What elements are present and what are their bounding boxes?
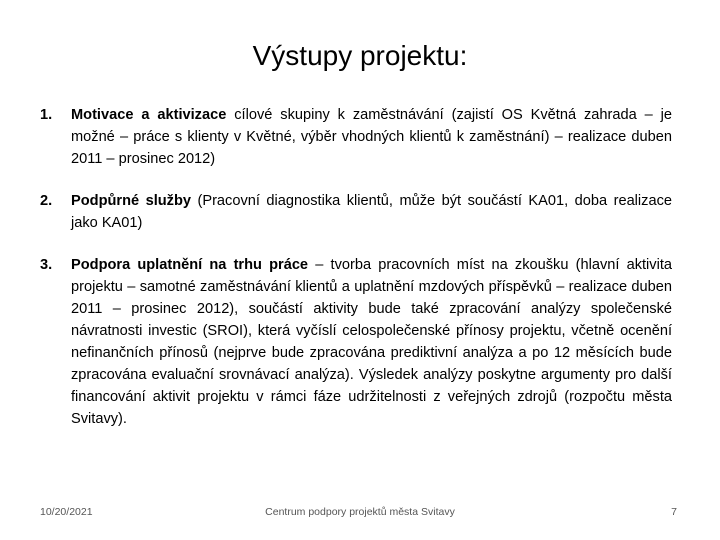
output-list (40, 104, 672, 430)
list-item-text: (Pracovní diagnostika klientů, může být součástí KA01, doba realizace jako KA01) (71, 193, 672, 231)
footer-organization: Centrum podpory projektů města Svitavy (265, 506, 455, 518)
list-item-2 (40, 190, 672, 234)
list-item-1 (40, 104, 672, 170)
list-item-number: 1. (40, 107, 53, 123)
footer-date: 10/20/2021 (40, 506, 93, 518)
list-item-3 (40, 254, 672, 430)
list-item-text: – tvorba pracovních míst na zkoušku (hlavní aktivita projektu – samotné zaměstnávání klientů a uplatnění mzdových příspěvků – realizace duben 2011 – prosinec 2012), součástí aktivity bude také zpracování analýzy společenské návratnosti investic (SROI), která vyčíslí celospolečenské přínosy projektu, včetně ocenění nefinančních přínosů (nejprve bude zpracována prediktivní analýza a po 12 měsících bude zpracována evaluační srovnávací analýza). Výsledek analýzy poskytne argumenty pro další financování aktivit projektu v rámci fáze udržitelnosti z veřejných zdrojů (rozpočtu města Svitavy). (71, 257, 673, 427)
list-item-number: 2. (40, 193, 53, 209)
list-item-number: 3. (40, 257, 53, 273)
list-item-heading: Podpora uplatnění na trhu práce (71, 257, 309, 273)
page-number: 7 (671, 506, 677, 518)
list-item-heading: Motivace a aktivizace (71, 107, 227, 123)
slide-title: Výstupy projektu: (252, 40, 468, 71)
list-item-text: cílové skupiny k zaměstnávání (zajistí OS Květná zahrada – je možné – práce s klienty v Květné, výběr vhodných klientů k zaměstnání) – realizace duben 2011 – prosinec 2012) (71, 107, 673, 167)
list-item-heading: Podpůrné služby (71, 193, 191, 209)
